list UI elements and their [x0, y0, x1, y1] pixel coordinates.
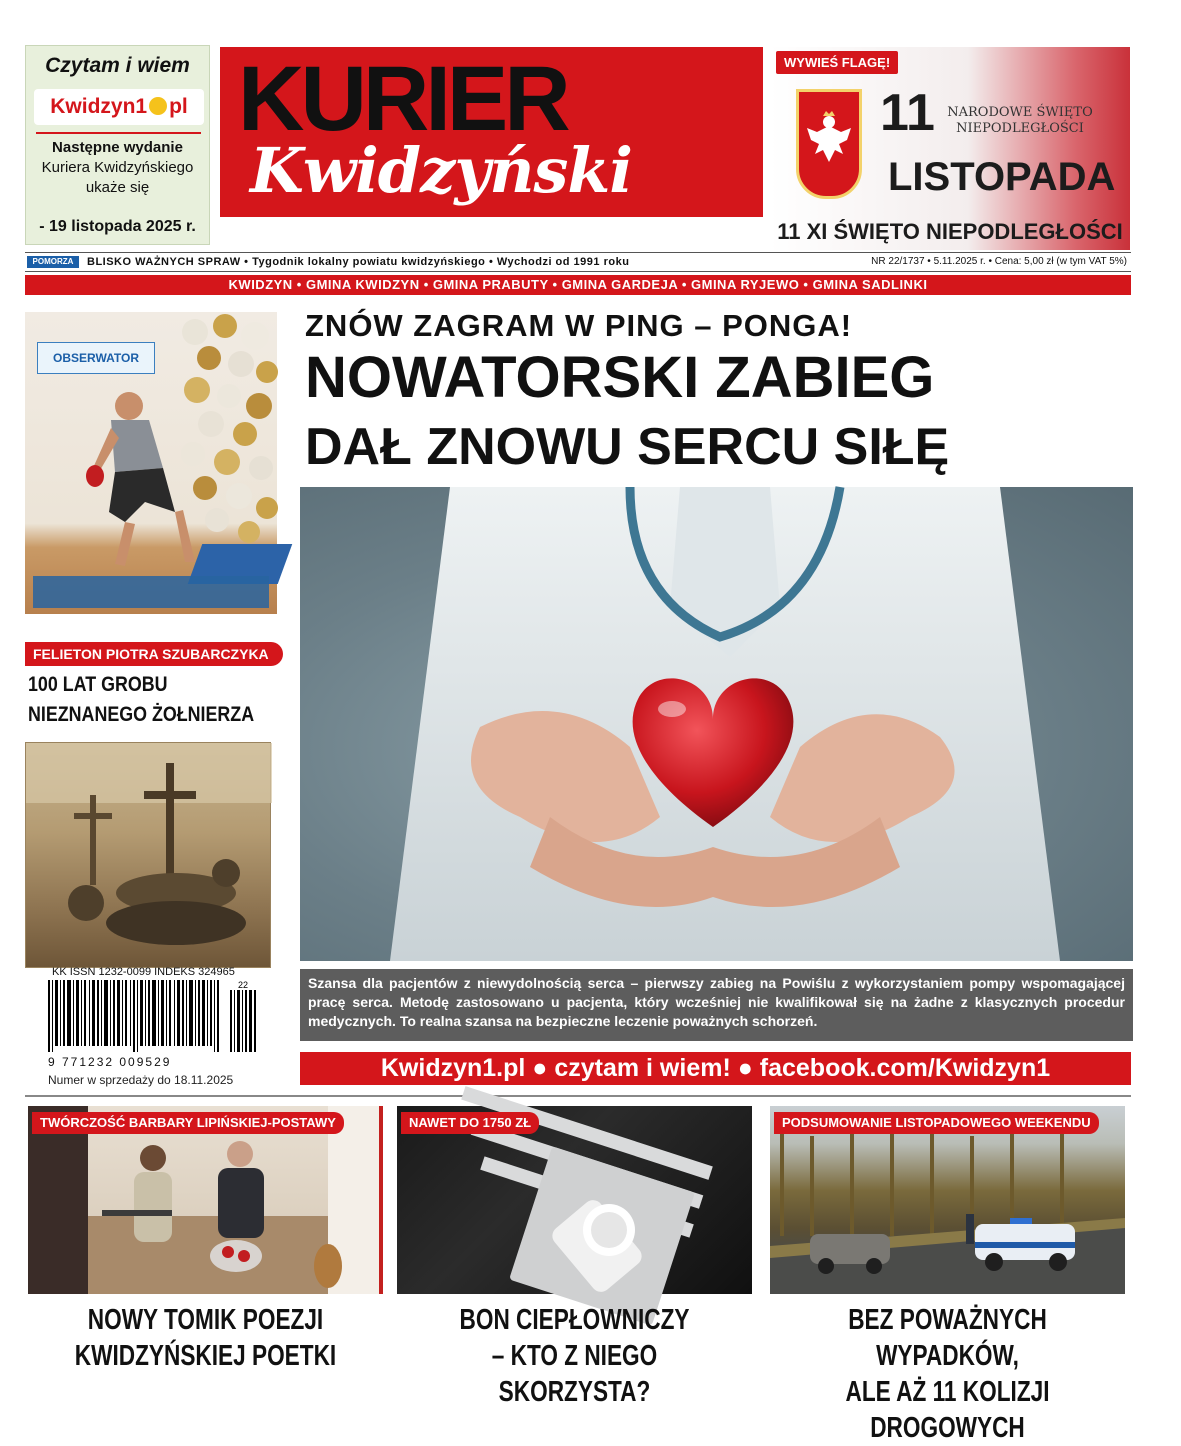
- divider: [36, 132, 201, 134]
- tomb-illustration: [26, 743, 272, 969]
- holiday-line: NIEPODLEGŁOŚCI: [956, 121, 1084, 136]
- tomb-photo[interactable]: [25, 742, 271, 968]
- story-poetry[interactable]: [28, 1106, 383, 1386]
- story-title-line: – KTO Z NIEGO SKORZYSTA?: [491, 1340, 658, 1408]
- felieton-title-line: 100 LAT GROBU: [28, 673, 168, 696]
- story-tag: TWÓRCZOŚĆ BARBARY LIPIŃSKIEJ-POSTAWY: [32, 1112, 344, 1134]
- tagline: BLISKO WAŻNYCH SPRAW • Tygodnik lokalny powiatu kwidzyńskiego • Wychodzi od 1991 roku: [87, 256, 630, 268]
- promo-slogan: Czytam i wiem: [45, 54, 190, 77]
- story-title: [809, 1302, 1086, 1446]
- lead-summary: Szansa dla pacjentów z niewydolnością serca – pierwszy zabieg na Powiślu z wykorzystaniem pompy wspomagającej pracę serca. Metodę zastosowano u pacjenta, który wcześniej nie kwalifikował się na żadne z klasycznych procedur medycznych. To realna szansa na bezpieczne leczenie poważnych schorzeń.: [300, 969, 1133, 1041]
- edition-promo-box: [25, 45, 210, 245]
- doctor-holding-heart-illustration: [300, 487, 1133, 961]
- lead-headline-line1[interactable]: NOWATORSKI ZABIEG: [305, 345, 935, 410]
- poetry-reading-illustration: [28, 1106, 379, 1294]
- story-title: [67, 1302, 344, 1374]
- flag-ad-tag: WYWIEŚ FLAGĘ!: [776, 51, 898, 74]
- flag-ad-holiday: [935, 105, 1105, 137]
- story-title-line: NOWY TOMIK POEZJI: [87, 1304, 324, 1336]
- felieton-title[interactable]: [28, 670, 283, 730]
- pomorza-badge: POMORZA: [27, 256, 79, 268]
- story-title-line: ALE AŻ 11 KOLIZJI DROGOWYCH: [845, 1376, 1050, 1444]
- region-bar: KWIDZYN • GMINA KWIDZYN • GMINA PRABUTY • GMINA GARDEJA • GMINA RYJEWO • GMINA SADLINKI: [25, 275, 1131, 295]
- logo-tld: pl: [169, 95, 188, 118]
- polish-eagle-emblem-icon: [796, 89, 862, 199]
- logo-text: Kwidzyn1: [50, 95, 148, 118]
- kwidzyn1-logo[interactable]: [34, 89, 204, 125]
- barcode-addon: 22: [238, 980, 249, 990]
- independence-day-ad[interactable]: [770, 47, 1130, 250]
- lead-headline-line2[interactable]: DAŁ ZNOWU SERCU SIŁĘ: [305, 418, 950, 476]
- lead-photo-heart-in-hands[interactable]: [300, 487, 1133, 961]
- next-edition-text: [26, 138, 209, 198]
- story-photo: [770, 1106, 1125, 1294]
- masthead-word-kwidzynski: Kwidzyński: [250, 134, 632, 207]
- barcode: [48, 980, 258, 1052]
- flag-ad-month: LISTOPADA: [888, 155, 1116, 199]
- next-edition-line: ukaże się: [85, 179, 150, 196]
- holiday-line: NARODOWE ŚWIĘTO: [947, 105, 1093, 120]
- photo-caption: [33, 576, 269, 608]
- next-edition-date: - 19 listopada 2025 r.: [39, 218, 196, 235]
- sale-date: Numer w sprzedaży do 18.11.2025: [48, 1073, 234, 1087]
- police-road-scene-illustration: [770, 1106, 1125, 1294]
- section-divider: [25, 1095, 1131, 1097]
- masthead[interactable]: [220, 47, 763, 217]
- radiator-thermostat-illustration: [397, 1106, 752, 1294]
- story-tag: PODSUMOWANIE LISTOPADOWEGO WEEKENDU: [774, 1112, 1099, 1134]
- lead-kicker[interactable]: ZNÓW ZAGRAM W PING – PONGA!: [305, 308, 853, 343]
- ping-pong-photo[interactable]: [25, 312, 277, 614]
- issn-text: KK ISSN 1232-0099 INDEKS 324965: [52, 966, 235, 978]
- next-edition-line: Kuriera Kwidzyńskiego: [41, 159, 194, 176]
- masthead-word-kurier: KURIER: [238, 48, 567, 150]
- story-title-line: BEZ POWAŻNYCH WYPADKÓW,: [848, 1304, 1047, 1372]
- story-photo: [397, 1106, 752, 1294]
- felieton-title-line: NIEZNANEGO ŻOŁNIERZA: [28, 703, 255, 726]
- eagle-icon: [803, 110, 855, 170]
- story-title-line: KWIDZYŃSKIEJ POETKI: [74, 1340, 337, 1372]
- issue-info: NR 22/1737 • 5.11.2025 r. • Cena: 5,00 zł (w tym VAT 5%): [871, 256, 1127, 267]
- felieton-tag[interactable]: FELIETON PIOTRA SZUBARCZYKA: [25, 642, 283, 666]
- barcode-number: 9 771232 009529: [48, 1055, 172, 1069]
- flag-ad-day: 11: [880, 84, 935, 142]
- obserwator-logo: OBSERWATOR: [37, 342, 155, 374]
- story-road-collisions[interactable]: [770, 1106, 1125, 1444]
- story-tag: NAWET DO 1750 ZŁ: [401, 1112, 539, 1134]
- ball-icon: [149, 97, 167, 115]
- story-photo: [28, 1106, 383, 1294]
- story-heating-voucher[interactable]: [397, 1106, 752, 1408]
- info-bar: [25, 252, 1131, 272]
- flag-ad-footer: 11 XI ŚWIĘTO NIEPODLEGŁOŚCI: [777, 219, 1123, 244]
- story-title: [436, 1302, 713, 1410]
- next-edition-line: Następne wydanie: [52, 139, 183, 156]
- website-promo-bar[interactable]: Kwidzyn1.pl ● czytam i wiem! ● facebook.com/Kwidzyn1: [300, 1052, 1131, 1085]
- player-figure: [85, 372, 205, 572]
- story-title-line: BON CIEPŁOWNICZY: [459, 1304, 690, 1336]
